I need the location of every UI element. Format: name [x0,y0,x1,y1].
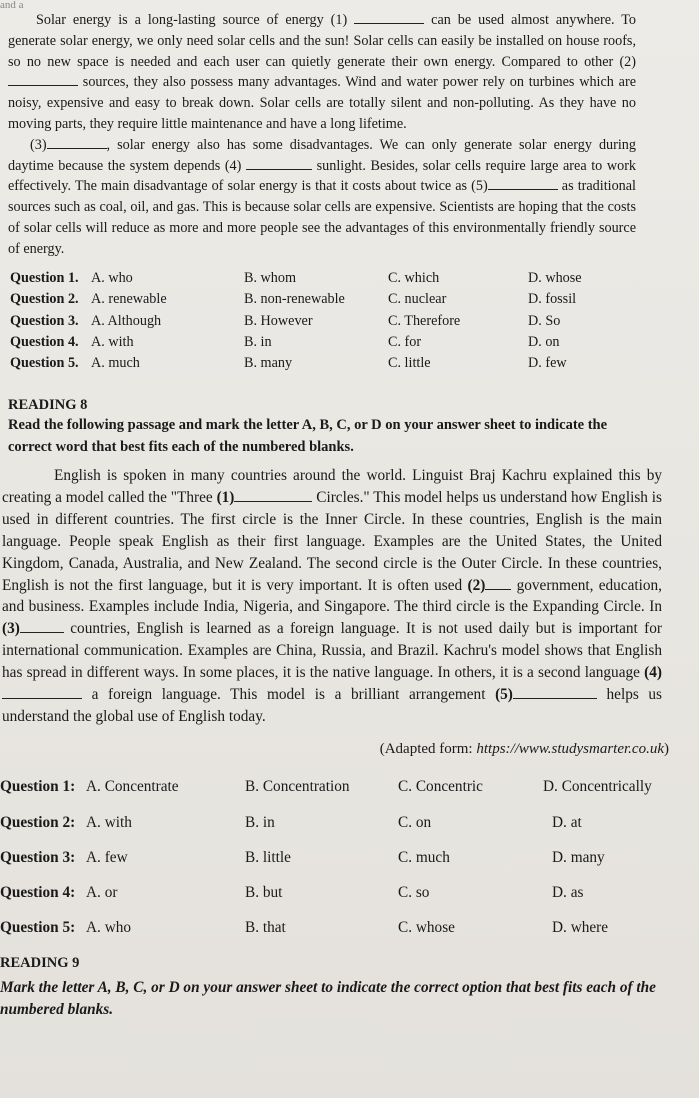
option-c[interactable]: C. Concentric [398,778,483,795]
option-a[interactable]: A. with [86,814,132,831]
option-a[interactable]: A. who [86,919,132,936]
passage-text: can be used almost anywhere. To generate solar energy, we only need solar cells and the sun! Solar cells can easily be installed on house roofs, so no new space is needed and each user can quietly generate their own energy. Compared to other (2) [8,12,637,70]
option-c[interactable]: C. whose [398,919,455,936]
solar-energy-passage [8,10,636,260]
question-label: Question 2: [0,814,76,831]
option-d[interactable]: D. whose [528,270,582,286]
blank-5 [488,176,558,190]
source-suffix: ) [664,741,669,757]
option-a[interactable]: A. who [91,270,133,286]
passage-text: a foreign language. This model is a brilliant arrangement [91,686,486,704]
question-label: Question 3. [10,313,79,329]
option-b[interactable]: B. little [245,849,291,866]
option-c[interactable]: C. for [388,334,422,350]
option-c[interactable]: C. little [388,355,431,371]
passage-text: English is spoken in many countries around the world. Linguist Braj Kachru explained this by creating a model called the "Three [2,467,662,506]
option-a[interactable]: A. or [86,884,118,901]
question-label: Question 5: [0,919,76,936]
option-d[interactable]: D. fossil [528,291,577,307]
option-c[interactable]: C. Therefore [388,313,461,329]
option-d[interactable]: D. as [552,884,584,901]
option-d[interactable]: D. on [528,334,560,350]
option-d[interactable]: D. at [552,814,582,831]
blank-3 [20,619,64,633]
passage-text: as traditional sources such as coal, oil, and gas. This is because solar cells are expensive. Scientists are hoping that the costs of solar cells will reduce as more and more people see the advantages of this environmentally friendly source of energy. [8,178,637,257]
source-prefix: (Adapted form: [379,741,477,757]
passage-text: sources, they also possess many advantages. Wind and water power rely on turbines which are noisy, expensive and easy to break down. Solar cells are totally silent and non-polluting. As they have no moving parts, they require little maintenance and have a long lifetime. [8,74,637,132]
option-b[interactable]: B. but [245,884,283,901]
option-c[interactable]: C. so [398,884,430,901]
passage-text: Circles." This model helps us understand how English is used in different countries. The first circle is the Inner Circle. In these countries, English is the main language. People speak English as their first language. Examples are the United States, the United Kingdom, Canada, Australia, and New Zealand. The second circle is the Outer Circle. In these countries, English is not the first language, but it is very important. It is often used [2,488,662,594]
option-c[interactable]: C. which [388,270,440,286]
source-url: https://www.studysmarter.co.uk [476,741,664,757]
option-a[interactable]: A. few [86,849,128,866]
blank-2 [8,72,78,86]
question-label: Question 3: [0,849,76,866]
blank-number: (3) [30,136,47,153]
option-d[interactable]: D. Concentrically [543,778,652,795]
option-c[interactable]: C. nuclear [388,291,447,307]
passage-text: government, education, and business. Examples include India, Nigeria, and Singapore. The third circle is the Expanding Circle. In [2,576,663,616]
option-b[interactable]: B. in [244,334,272,350]
blank-number: (5) [495,686,513,704]
option-a[interactable]: A. Although [91,313,162,329]
blank-number: (3) [2,620,20,638]
passage-text: , solar energy also has some disadvantages. We can only generate solar energy during daytime because the system depends (4) [8,136,636,174]
option-d[interactable]: D. So [528,313,561,329]
instruction-text: Read the following passage and mark the letter A, B, C, or D on your answer sheet to indicate the correct word that best fits each of the numbered blanks. [8,417,608,455]
option-d[interactable]: D. few [528,355,567,371]
option-c[interactable]: C. much [398,849,450,866]
blank-number: (1) [216,488,235,506]
margin-fragment: and a [0,0,24,11]
source-citation [380,741,669,758]
option-a[interactable]: A. renewable [91,291,167,307]
section-heading: READING 8 [8,397,88,413]
question-label: Question 1. [10,270,79,286]
instruction-text: Mark the letter A, B, C, or D on your answer sheet to indicate the correct option that best fits each of the numbered blanks. [0,979,656,1018]
section-heading: READING 9 [0,955,80,971]
blank-4 [246,156,312,170]
option-a[interactable]: A. Concentrate [86,778,179,795]
passage-text: countries, English is learned as a foreign language. It is not used daily but is important for international communication. Examples are China, Russia, and Brazil. Kachru's model shows that English has spread in different ways. In some places, it is the native language. In others, it is a second language [2,620,663,682]
question-label: Question 4. [10,334,79,350]
question-label: Question 2. [10,291,79,307]
blank-number: (2) [467,576,486,594]
option-b[interactable]: B. that [245,919,286,936]
blank-1 [234,488,312,502]
option-b[interactable]: B. many [244,355,293,371]
option-d[interactable]: D. where [552,919,609,936]
option-b[interactable]: B. whom [244,270,297,286]
option-c[interactable]: C. on [398,814,432,831]
blank-5 [513,685,597,699]
blank-2 [485,576,511,590]
option-a[interactable]: A. much [91,355,140,371]
blank-number: (4) [644,664,662,682]
option-b[interactable]: B. Concentration [245,778,350,795]
blank-3 [47,135,107,149]
option-b[interactable]: B. non-renewable [244,291,345,307]
option-a[interactable]: A. with [91,334,134,350]
passage-text: sunlight. Besides, solar cells require large area to work effectively. The main disadvantage of solar energy is that it costs about twice as (5) [8,157,637,195]
english-circles-passage [2,465,662,728]
option-b[interactable]: B. However [244,313,313,329]
passage-text: Solar energy is a long-lasting source of energy (1) [36,12,348,28]
blank-4 [2,685,82,699]
passage-text: helps us understand the global use of English today. [2,686,663,725]
question-label: Question 5. [10,355,79,371]
option-b[interactable]: B. in [245,814,275,831]
blank-1 [354,10,424,24]
question-label: Question 1: [0,778,76,795]
question-label: Question 4: [0,884,76,901]
option-d[interactable]: D. many [552,849,605,866]
